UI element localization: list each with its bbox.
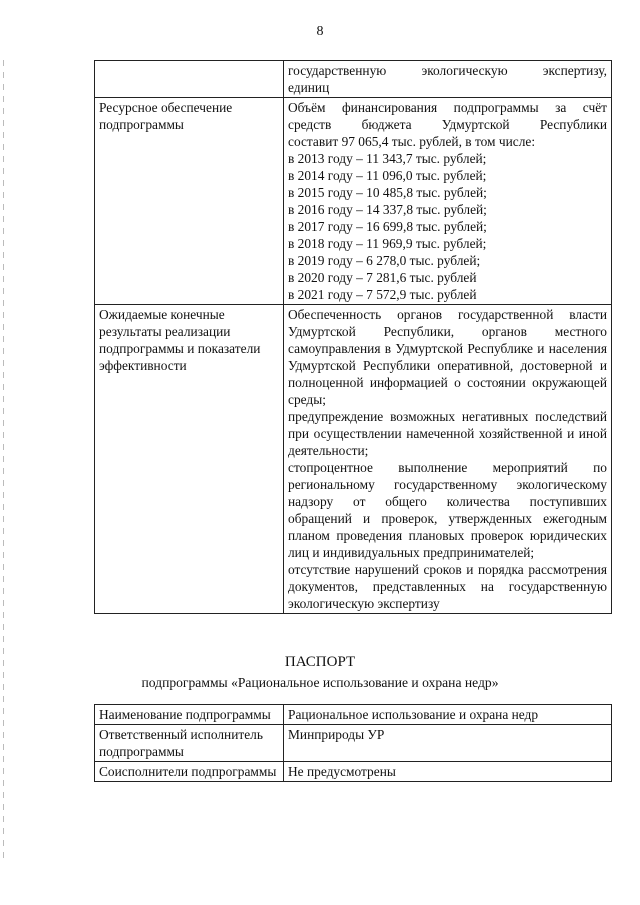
text-line: в 2015 году – 10 485,8 тыс. рублей; (288, 185, 487, 200)
table-row (95, 705, 612, 725)
row-label: Ожидаемые конечные результаты реализации подпрограммы и показатели эффективности (95, 305, 284, 614)
page-number: 8 (316, 24, 324, 39)
row-label (95, 61, 284, 98)
text-line: единиц (288, 80, 330, 95)
table-row (95, 98, 612, 305)
paragraph: предупреждение возможных негативных последствий при осуществлении намеченной хозяйственной и иной деятельности; (288, 409, 607, 458)
paragraph: стопроцентное выполнение мероприятий по региональному государственному экологическому надзору от общего количества поступивших обращений и проверок, утвержденных ежегодным планом проведения плановых проверок юридических лиц и индивидуальных предпринимателей; (288, 460, 607, 560)
text-line: в 2019 году – 6 278,0 тыс. рублей; (288, 253, 481, 268)
paragraph: отсутствие нарушений сроков и порядка рассмотрения документов, представленных на государственную экологическую экспертизу (288, 562, 607, 611)
subprogram-passport-table-continued (94, 60, 612, 614)
text-line: в 2021 году – 7 572,9 тыс. рублей (288, 287, 477, 302)
text-line: государственную экологическую экспертизу, (288, 63, 607, 78)
text-line: в 2020 году – 7 281,6 тыс. рублей (288, 270, 477, 285)
table-row (95, 305, 612, 614)
row-label: Ответственный исполнитель подпрограммы (95, 725, 284, 762)
paragraph: Обеспеченность органов государственной власти Удмуртской Республики, органов местного самоуправления в Удмуртской Республике и населения Удмуртской Республики оперативной, достоверной и полноценной информацией о состоянии окружающей среды; (288, 307, 607, 407)
binding-edge-marks (3, 60, 4, 860)
subprogram-passport-table (94, 704, 612, 782)
table-row (95, 725, 612, 762)
row-label: Наименование подпрограммы (95, 705, 284, 725)
row-value (284, 61, 612, 98)
text-line: в 2017 году – 16 699,8 тыс. рублей; (288, 219, 487, 234)
table-row (95, 762, 612, 782)
passport-title: ПАСПОРТ (284, 654, 356, 670)
text-line: в 2013 году – 11 343,7 тыс. рублей; (288, 151, 487, 166)
text-line: Объём финансирования подпрограммы за счёт (288, 100, 607, 115)
text-line: в 2016 году – 14 337,8 тыс. рублей; (288, 202, 487, 217)
row-label: Соисполнители подпрограммы (95, 762, 284, 782)
row-value: Не предусмотрены (284, 762, 612, 782)
row-value: Минприроды УР (284, 725, 612, 762)
row-value (284, 305, 612, 614)
text-line: в 2018 году – 11 969,9 тыс. рублей; (288, 236, 487, 251)
row-label: Ресурсное обеспечение подпрограммы (95, 98, 284, 305)
text-line: в 2014 году – 11 096,0 тыс. рублей; (288, 168, 487, 183)
text-line: составит 97 065,4 тыс. рублей, в том числе: (288, 134, 536, 149)
table-row (95, 61, 612, 98)
row-value: Рациональное использование и охрана недр (284, 705, 612, 725)
row-value (284, 98, 612, 305)
passport-subtitle: подпрограммы «Рациональное использование и охрана недр» (141, 675, 499, 690)
text-line: средств бюджета Удмуртской Республики (288, 117, 607, 132)
